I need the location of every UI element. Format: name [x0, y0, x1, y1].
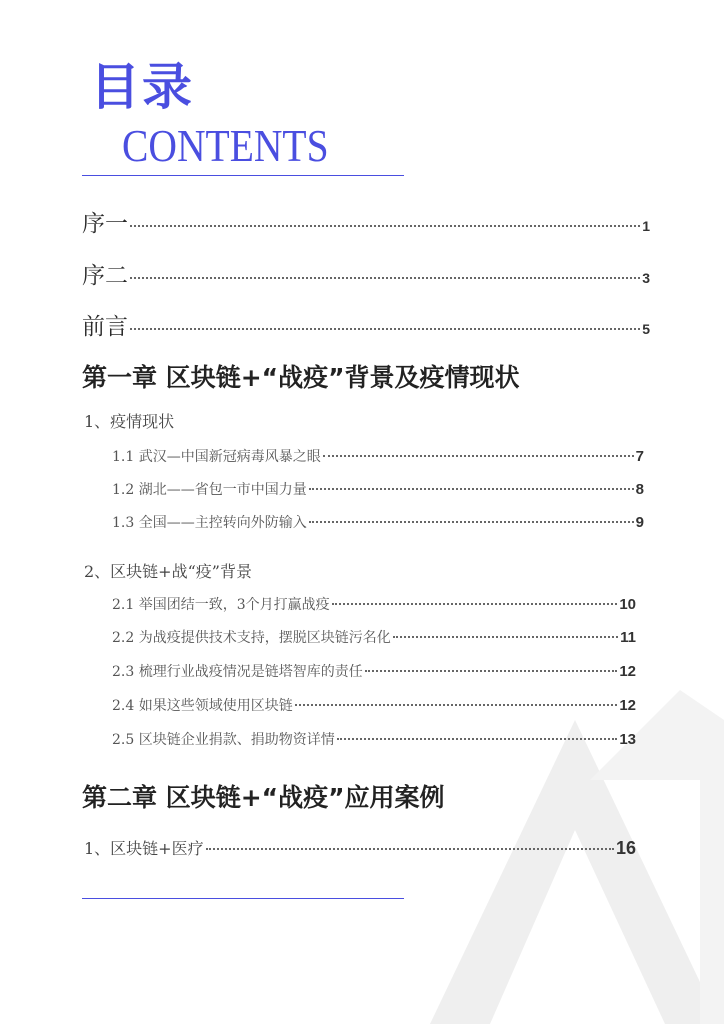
dot-leader	[337, 738, 618, 740]
toc-entry-label: 序二	[82, 263, 128, 289]
toc-entry-label: 1.2 湖北——省包一市中国力量	[112, 482, 307, 498]
toc-entry-label: 2.4 如果这些领域使用区块链	[112, 698, 293, 714]
toc-entry-label: 2.1 举国团结一致，3个月打赢战疫	[112, 597, 330, 613]
toc-page-number: 13	[619, 731, 636, 748]
toc-entry-2-2[interactable]	[112, 627, 636, 647]
toc-page-number: 16	[615, 838, 636, 858]
toc-page-number: 12	[619, 697, 636, 714]
toc-entry-2-4[interactable]	[112, 695, 636, 715]
toc-entry-label: 2.2 为战疫提供技术支持，摆脱区块链污名化	[112, 630, 391, 646]
dot-leader	[323, 455, 634, 457]
dot-leader	[130, 277, 640, 279]
toc-entry-2-5[interactable]	[112, 729, 636, 749]
toc-entry-ch2-1[interactable]	[84, 836, 636, 859]
dot-leader	[295, 704, 618, 706]
toc-entry-foreword[interactable]	[82, 308, 650, 341]
toc-entry-1-2[interactable]	[112, 479, 644, 499]
toc-page-number: 12	[619, 663, 636, 680]
dot-leader	[332, 603, 618, 605]
toc-page-number: 9	[635, 514, 644, 531]
dot-leader	[309, 521, 634, 523]
dot-leader	[130, 328, 640, 330]
page-subtitle: CONTENTS	[122, 120, 329, 171]
dot-leader	[365, 670, 618, 672]
toc-entry-label: 1、区块链+医疗	[84, 839, 204, 858]
toc-page-number: 7	[635, 448, 644, 465]
toc-entry-preface-1[interactable]	[82, 205, 650, 238]
toc-page-number: 8	[635, 481, 644, 498]
toc-entry-label: 1.1 武汉—中国新冠病毒风暴之眼	[112, 449, 321, 465]
toc-entry-preface-2[interactable]	[82, 257, 650, 290]
toc-entry-2-1[interactable]	[112, 594, 636, 614]
chapter-1-heading[interactable]: 第一章 区块链+“战疫”背景及疫情现状	[82, 363, 520, 392]
page-title: 目录	[90, 58, 194, 116]
dot-leader	[130, 225, 640, 227]
toc-entry-label: 1.3 全国——主控转向外防输入	[112, 515, 307, 531]
chapter-2-heading[interactable]: 第二章 区块链+“战疫”应用案例	[82, 783, 445, 812]
toc-entry-label: 2.3 梳理行业战疫情况是链塔智库的责任	[112, 664, 363, 680]
toc-page-number: 11	[620, 629, 636, 646]
dot-leader	[393, 636, 618, 638]
toc-entry-label: 序一	[82, 211, 128, 237]
toc-entry-1-3[interactable]	[112, 512, 644, 532]
toc-page-number: 3	[642, 270, 650, 286]
section-1-heading[interactable]: 1、疫情现状	[84, 412, 175, 431]
dot-leader	[206, 848, 614, 850]
toc-page-number: 1	[642, 218, 650, 234]
toc-page-number: 5	[642, 321, 650, 337]
toc-entry-label: 2.5 区块链企业捐款、捐助物资详情	[112, 732, 335, 748]
toc-entry-2-3[interactable]	[112, 661, 636, 681]
toc-entry-1-1[interactable]	[112, 446, 644, 466]
toc-entry-label: 前言	[82, 314, 128, 340]
dot-leader	[309, 488, 634, 490]
toc-page-number: 10	[619, 596, 636, 613]
section-2-heading[interactable]: 2、区块链+战“疫”背景	[84, 562, 252, 581]
